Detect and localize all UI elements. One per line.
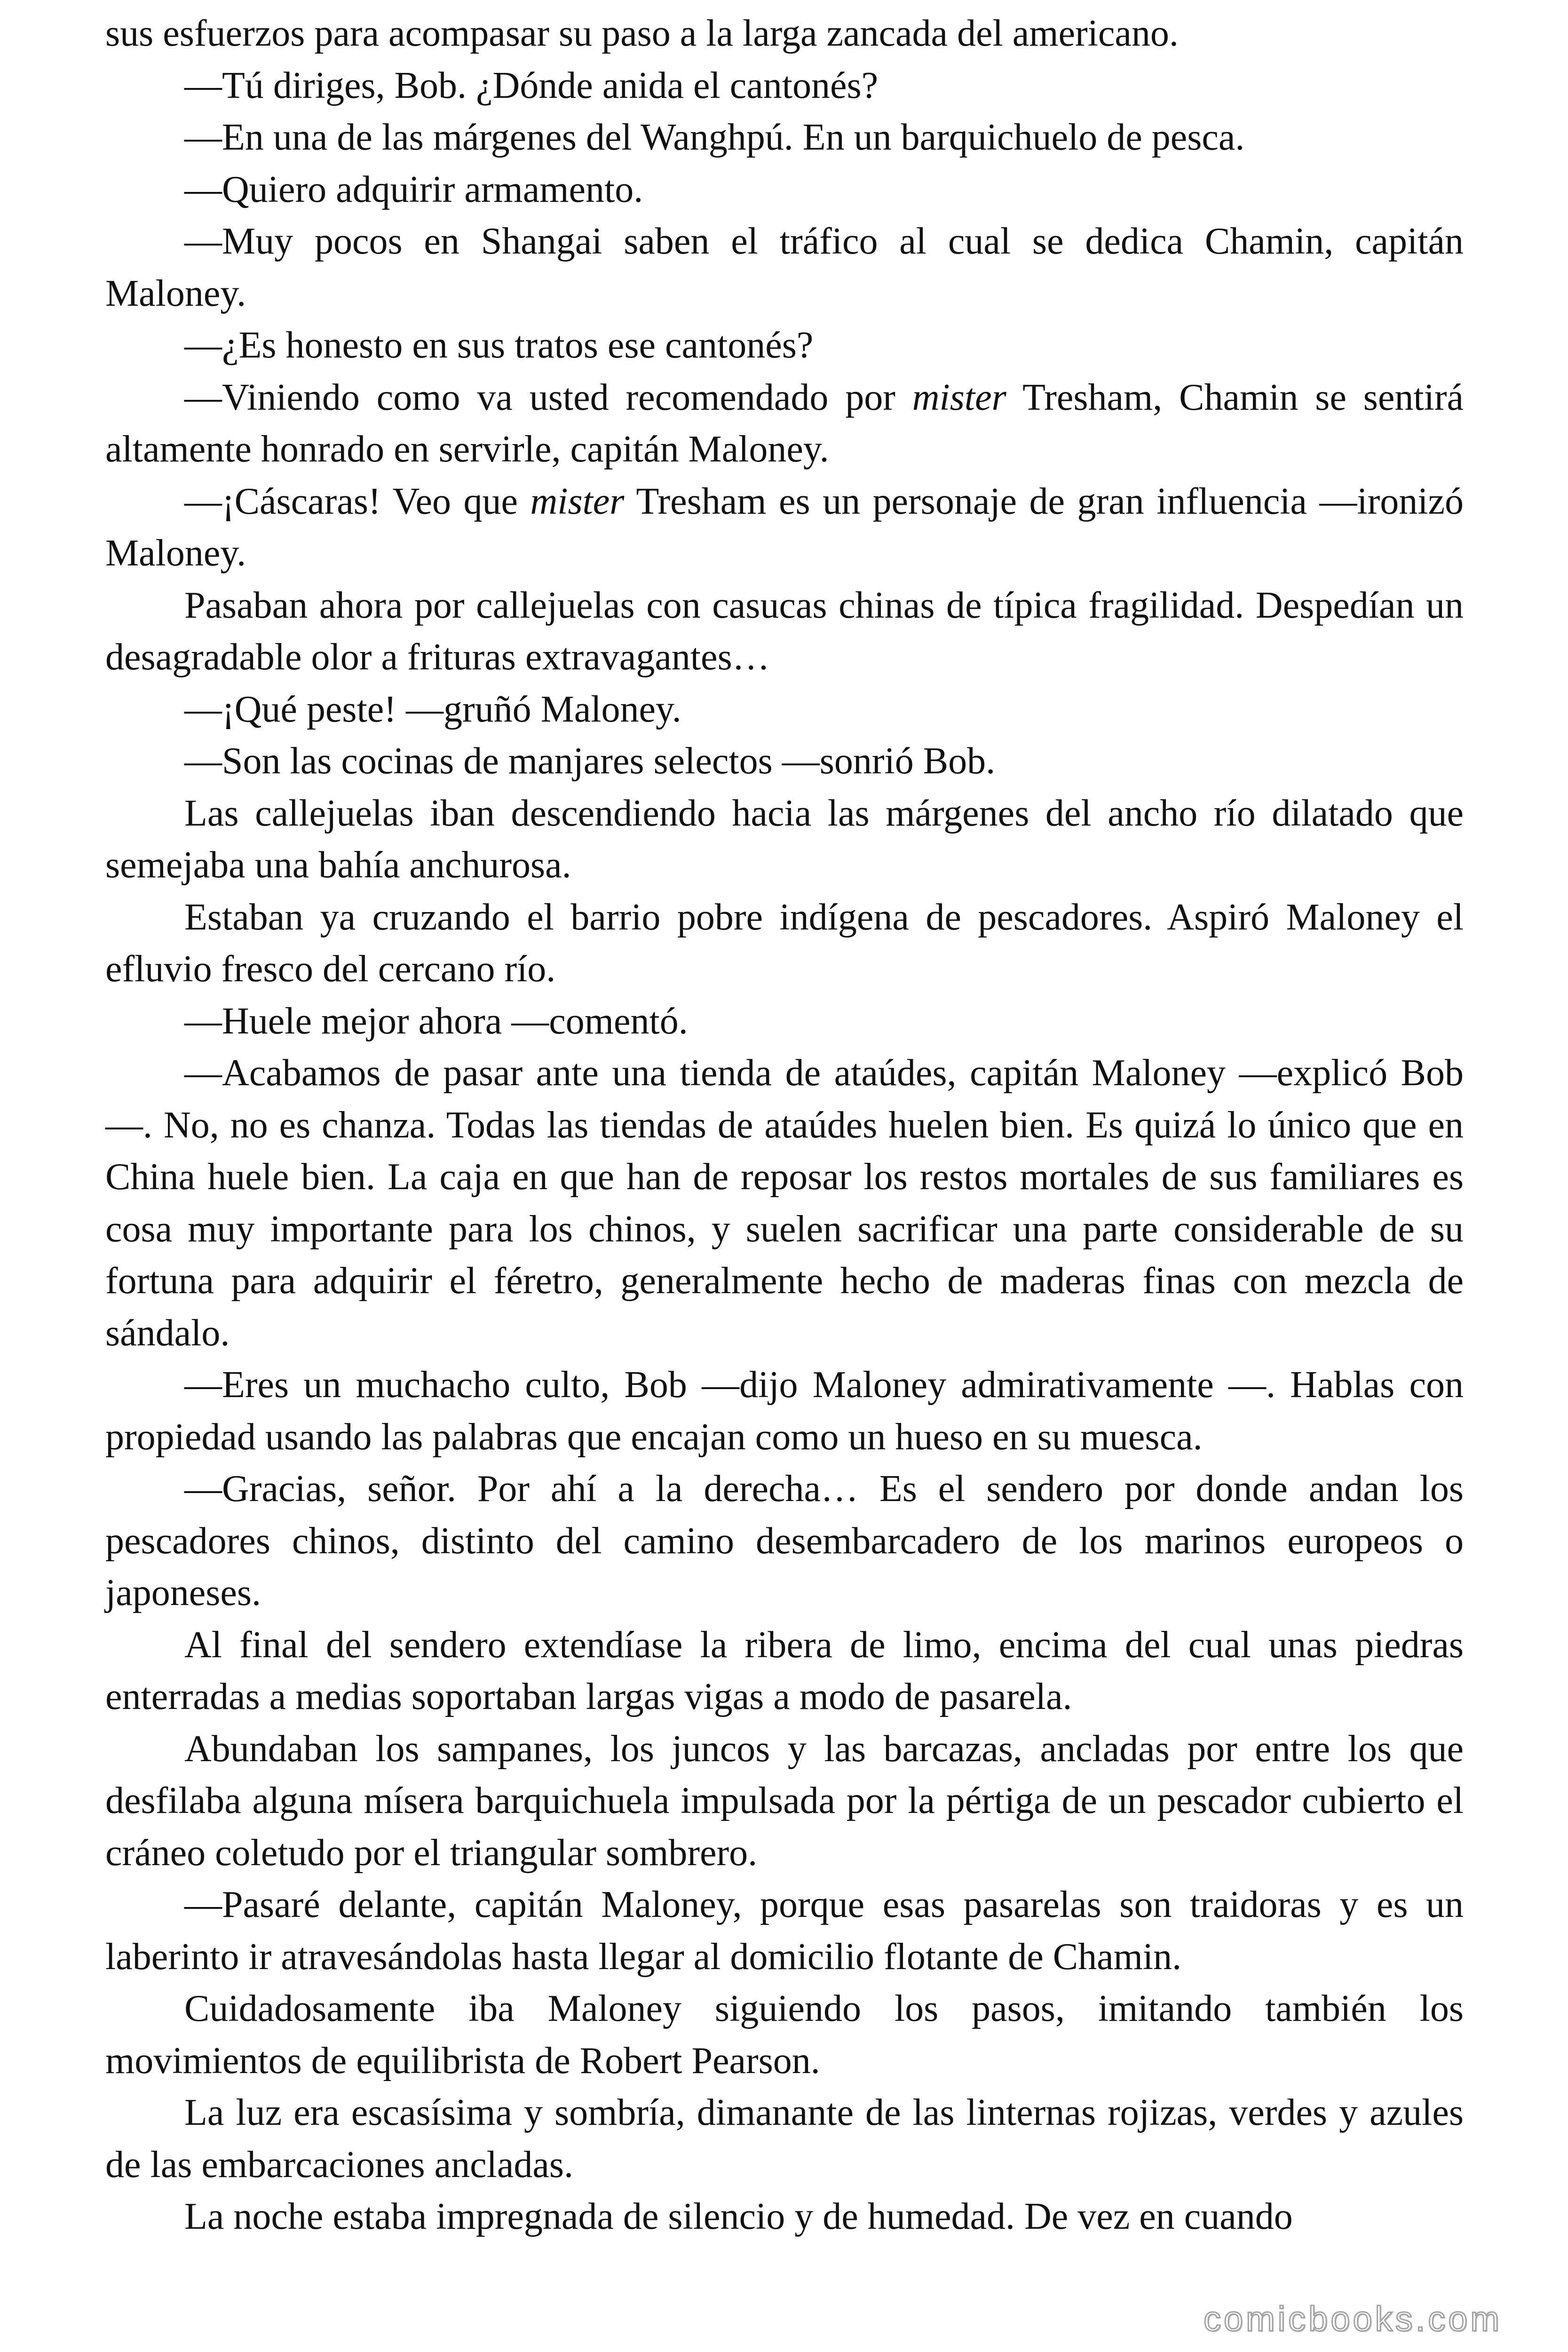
paragraph: —¡Qué peste! —gruñó Maloney. [184,688,681,730]
paragraph: La luz era escasísima y sombría, dimanante de las linternas rojizas, verdes y azules de las embarcaciones ancladas. [105,2092,1464,2185]
paragraph: —Huele mejor ahora —comentó. [184,1000,688,1042]
paragraph: Abundaban los sampanes, los juncos y las barcazas, ancladas por entre los que desfilaba alguna mísera barquichuela impulsada por la pértiga de un pescador cubierto el cráneo coletudo por el triangular sombrero. [105,1728,1464,1874]
paragraph: —Acabamos de pasar ante una tienda de ataúdes, capitán Maloney —explicó Bob—. No, no es chanza. Todas las tiendas de ataúdes huelen bien. Es quizá lo único que en China huele bien. La caja en que han de reposar los restos mortales de sus familiares es cosa muy importante para los chinos, y suelen sacrificar una parte considerable de su fortuna para adquirir el féretro, generalmente hecho de maderas finas con mezcla de sándalo. [105,1052,1464,1354]
paragraph: —Quiero adquirir armamento. [184,168,643,210]
paragraph: —Son las cocinas de manjares selectos —sonrió Bob. [184,740,996,782]
paragraph: Pasaban ahora por callejuelas con casucas chinas de típica fragilidad. Despedían un desagradable olor a frituras extravagantes… [105,584,1464,678]
watermark: comicbooks.com [1203,2299,1502,2338]
text-run: —¡Cáscaras! Veo que [184,480,531,522]
paragraph [105,372,1464,476]
paragraph: —En una de las márgenes del Wanghpú. En un barquichuelo de pesca. [184,117,1245,158]
paragraph: Cuidadosamente iba Maloney siguiendo los pasos, imitando también los movimientos de equilibrista de Robert Pearson. [105,1988,1464,2082]
text-run: Tresham, Chamin se sentirá altamente honrado en servirle, capitán Maloney. [105,376,1464,470]
paragraph: —Tú diriges, Bob. ¿Dónde anida el cantonés? [184,64,879,106]
italic-word: mister [912,376,1006,418]
paragraph: sus esfuerzos para acompasar su paso a la larga zancada del americano. [105,13,1179,54]
page-text [105,8,1464,2243]
paragraph: Estaban ya cruzando el barrio pobre indígena de pescadores. Aspiró Maloney el efluvio fresco del cercano río. [105,896,1464,990]
paragraph: —Eres un muchacho culto, Bob —dijo Maloney admirativamente —. Hablas con propiedad usando las palabras que encajan como un hueso en su muesca. [105,1364,1464,1458]
paragraph: —Muy pocos en Shangai saben el tráfico al cual se dedica Chamin, capitán Maloney. [105,221,1464,314]
paragraph: —Pasaré delante, capitán Maloney, porque esas pasarelas son traidoras y es un laberinto ir atravesándolas hasta llegar al domicilio flotante de Chamin. [105,1884,1464,1978]
paragraph: —¿Es honesto en sus tratos ese cantonés? [184,325,814,366]
paragraph: La noche estaba impregnada de silencio y de humedad. De vez en cuando [184,2196,1293,2237]
paragraph: Las callejuelas iban descendiendo hacia las márgenes del ancho río dilatado que semejaba una bahía anchurosa. [105,792,1464,886]
paragraph: Al final del sendero extendíase la ribera de limo, encima del cual unas piedras enterradas a medias soportaban largas vigas a modo de pasarela. [105,1624,1464,1717]
paragraph [105,476,1464,580]
text-run: —Viniendo como va usted recomendado por [184,376,912,418]
text-run: Tresham es un personaje de gran influencia —ironizó Maloney. [105,480,1464,574]
italic-word: mister [530,480,625,522]
paragraph: —Gracias, señor. Por ahí a la derecha… Es el sendero por donde andan los pescadores chinos, distinto del camino desembarcadero de los marinos europeos o japoneses. [105,1468,1464,1613]
